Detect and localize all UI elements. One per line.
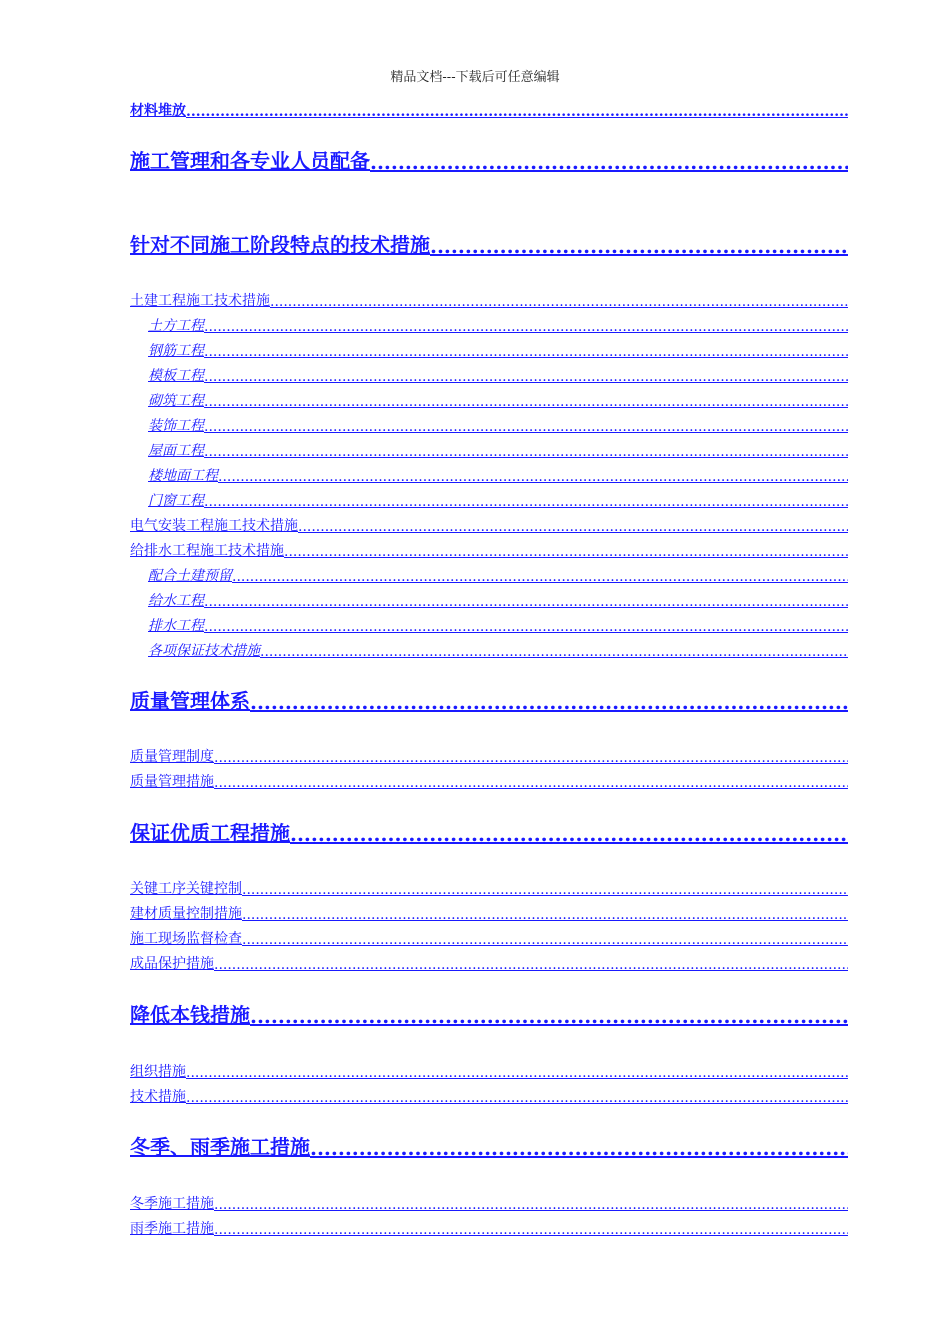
toc-entry-label: 雨季施工措施 [130, 1221, 214, 1237]
toc-entry-label: 给水工程 [148, 593, 204, 609]
toc-entry[interactable] [130, 315, 848, 335]
toc-entry[interactable] [130, 746, 848, 766]
toc-leader-dots [204, 319, 848, 335]
toc-entry-label: 配合土建预留 [148, 568, 232, 584]
toc-leader-dots [186, 1090, 848, 1106]
toc-entry[interactable] [130, 1193, 848, 1213]
toc-leader-dots [260, 644, 848, 660]
toc-entry[interactable] [130, 818, 848, 846]
toc-leader-dots [214, 750, 848, 766]
toc-leader-dots [284, 544, 848, 560]
toc-entry[interactable] [130, 1061, 848, 1081]
toc-leader-dots [204, 394, 848, 410]
toc-entry[interactable] [130, 415, 848, 435]
toc-leader-dots [242, 882, 848, 898]
toc-entry-label: 冬季、雨季施工措施 [130, 1135, 310, 1159]
toc-entry[interactable] [130, 1086, 848, 1106]
toc-leader-dots [204, 344, 848, 360]
toc-entry-label: 各项保证技术措施 [148, 643, 260, 659]
toc-entry[interactable] [130, 230, 848, 258]
toc-leader-dots [430, 234, 848, 258]
toc-entry[interactable] [130, 1218, 848, 1238]
toc-entry-label: 冬季施工措施 [130, 1196, 214, 1212]
toc-leader-dots [250, 1004, 848, 1028]
toc-entry-label: 装饰工程 [148, 418, 204, 434]
toc-entry-label: 施工管理和各专业人员配备 [130, 149, 370, 173]
toc-entry[interactable] [130, 640, 848, 660]
toc-leader-dots [270, 294, 848, 310]
toc-entry-label: 门窗工程 [148, 493, 204, 509]
toc-entry-label: 质量管理措施 [130, 774, 214, 790]
toc-entry[interactable] [130, 771, 848, 791]
toc-entry-label: 施工现场监督检查 [130, 931, 242, 947]
toc-entry-label: 质量管理制度 [130, 749, 214, 765]
toc-entry[interactable] [130, 590, 848, 610]
toc-leader-dots [204, 619, 848, 635]
toc-entry[interactable] [130, 1132, 848, 1160]
toc-leader-dots [204, 494, 848, 510]
toc-leader-dots [204, 594, 848, 610]
toc-entry-label: 给排水工程施工技术措施 [130, 543, 284, 559]
toc-leader-dots [204, 369, 848, 385]
toc-entry[interactable] [130, 953, 848, 973]
toc-leader-dots [204, 419, 848, 435]
toc-leader-dots [242, 932, 848, 948]
toc-entry[interactable] [130, 365, 848, 385]
toc-entry[interactable] [130, 540, 848, 560]
toc-entry-label: 楼地面工程 [148, 468, 218, 484]
toc-entry-label: 建材质量控制措施 [130, 906, 242, 922]
toc-entry[interactable] [130, 903, 848, 923]
toc-entry[interactable] [130, 686, 848, 714]
toc-leader-dots [204, 444, 848, 460]
toc-entry[interactable] [130, 340, 848, 360]
toc-entry-label: 成品保护措施 [130, 956, 214, 972]
toc-leader-dots [370, 150, 848, 174]
toc-leader-dots [250, 690, 848, 714]
toc-entry-label: 电气安装工程施工技术措施 [130, 518, 298, 534]
toc-leader-dots [232, 569, 848, 585]
toc-entry-label: 保证优质工程措施 [130, 821, 290, 845]
toc-entry[interactable] [130, 1000, 848, 1028]
toc-entry-label: 技术措施 [130, 1089, 186, 1105]
toc-leader-dots [290, 822, 848, 846]
toc-leader-dots [214, 957, 848, 973]
toc-entry-label: 针对不同施工阶段特点的技术措施 [130, 233, 430, 257]
toc-entry-label: 模板工程 [148, 368, 204, 384]
toc-leader-dots [186, 104, 848, 120]
toc-entry[interactable] [130, 390, 848, 410]
toc-entry-label: 降低本钱措施 [130, 1003, 250, 1027]
toc-entry-label: 钢筋工程 [148, 343, 204, 359]
toc-entry-label: 关键工序关键控制 [130, 881, 242, 897]
toc-entry[interactable] [130, 490, 848, 510]
toc-entry[interactable] [130, 615, 848, 635]
toc-leader-dots [214, 775, 848, 791]
toc-entry[interactable] [130, 465, 848, 485]
toc-leader-dots [242, 907, 848, 923]
toc-entry[interactable] [130, 146, 848, 174]
toc-leader-dots [214, 1197, 848, 1213]
toc-entry[interactable] [130, 928, 848, 948]
toc-entry-label: 质量管理体系 [130, 689, 250, 713]
toc-leader-dots [310, 1136, 848, 1160]
toc-leader-dots [298, 519, 848, 535]
toc-entry-label: 排水工程 [148, 618, 204, 634]
toc-entry[interactable] [130, 290, 848, 310]
toc-leader-dots [214, 1222, 848, 1238]
toc-entry-label: 砌筑工程 [148, 393, 204, 409]
toc-entry[interactable] [130, 878, 848, 898]
toc-entry[interactable] [130, 100, 848, 120]
toc-entry-label: 土建工程施工技术措施 [130, 293, 270, 309]
toc-entry[interactable] [130, 515, 848, 535]
page-header: 精品文档---下载后可任意编辑 [390, 70, 560, 85]
toc-leader-dots [218, 469, 848, 485]
toc-entry-label: 组织措施 [130, 1064, 186, 1080]
toc-entry[interactable] [130, 440, 848, 460]
toc-entry[interactable] [130, 565, 848, 585]
toc-leader-dots [186, 1065, 848, 1081]
toc-entry-label: 材料堆放 [130, 103, 186, 119]
toc-entry-label: 屋面工程 [148, 443, 204, 459]
toc-entry-label: 土方工程 [148, 318, 204, 334]
